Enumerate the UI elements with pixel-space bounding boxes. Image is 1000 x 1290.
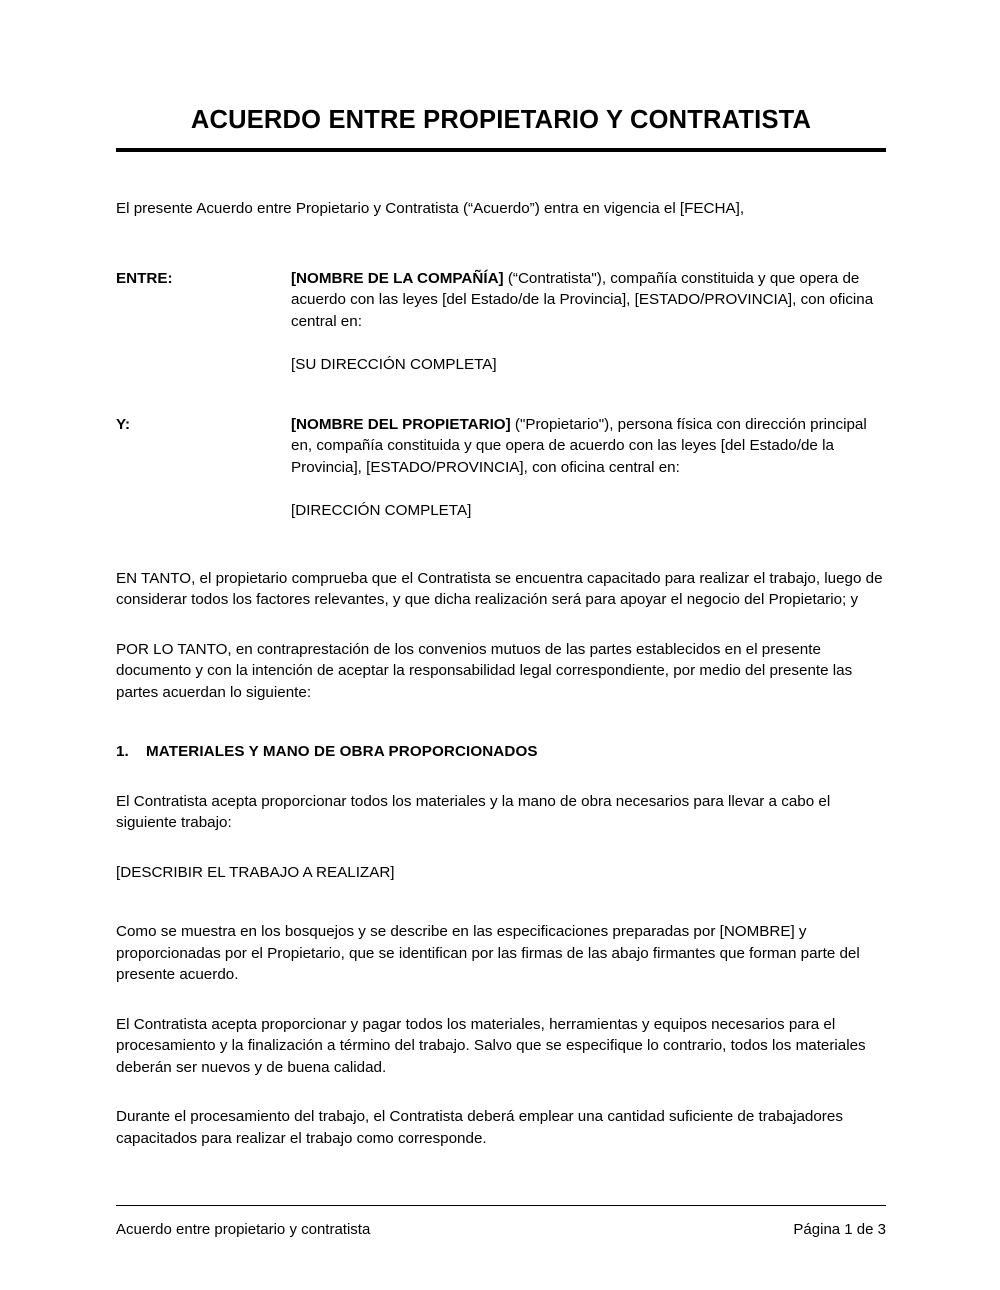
section-1-work-placeholder: [DESCRIBIR EL TRABAJO A REALIZAR] — [116, 863, 395, 881]
party-label-entre: ENTRE: — [116, 269, 173, 287]
title-block — [116, 106, 886, 152]
spacer — [116, 703, 886, 741]
spacer — [116, 763, 886, 791]
document-body — [116, 198, 886, 1149]
recital-en-tanto: EN TANTO, el propietario comprueba que el Contratista se encuentra capacitado para realizar el trabajo, luego de considerar todos los factores relevantes, y que dicha realización será para apoyar el negocio del Propietario; y — [116, 569, 883, 608]
spacer — [116, 220, 886, 268]
party-label-y: Y: — [116, 415, 131, 433]
spacer — [116, 1078, 886, 1106]
spacer — [116, 834, 886, 862]
section-1-paragraph-4: El Contratista acepta proporcionar y pagar todos los materiales, herramientas y equipos necesarios para el procesamiento y la finalización a término del trabajo. Salvo que se especifique lo contrario, todos los materiales deberán ser nuevos y de buena calidad. — [116, 1015, 866, 1076]
footer-divider — [116, 1205, 886, 1206]
party-address-propietario: [DIRECCIÓN COMPLETA] — [291, 502, 472, 519]
party-address-row-contratista — [116, 332, 886, 376]
party-name-contratista: [NOMBRE DE LA COMPAÑÍA] — [291, 269, 504, 287]
footer-row — [116, 1220, 886, 1240]
spacer — [116, 376, 886, 414]
section-number-1: 1. — [116, 743, 129, 760]
spacer — [116, 611, 886, 639]
party-name-propietario: [NOMBRE DEL PROPIETARIO] — [291, 415, 511, 433]
footer-page-number: Página 1 de 3 — [793, 1221, 886, 1238]
page-footer — [116, 1205, 886, 1240]
section-title-1: MATERIALES Y MANO DE OBRA PROPORCIONADOS — [146, 743, 538, 760]
intro-paragraph: El presente Acuerdo entre Propietario y Contratista (“Acuerdo”) entra en vigencia el [FECHA], — [116, 200, 745, 217]
section-1-paragraph-1: El Contratista acepta proporcionar todos los materiales y la mano de obra necesarios para llevar a cabo el siguiente trabajo: — [116, 792, 831, 831]
footer-document-name: Acuerdo entre propietario y contratista — [116, 1221, 371, 1238]
section-1-paragraph-5: Durante el procesamiento del trabajo, el Contratista deberá emplear una cantidad suficiente de trabajadores capacitados para realizar el trabajo como corresponde. — [116, 1108, 843, 1147]
party-address-contratista: [SU DIRECCIÓN COMPLETA] — [291, 356, 497, 373]
party-description-propietario: ("Propietario"), persona física con dirección principal en, compañía constituida y que opera de acuerdo con las leyes [del Estado/de la Provincia], [ESTADO/PROVINCIA], con oficina central en: — [291, 415, 867, 476]
party-description-contratista: (“Contratista"), compañía constituida y que opera de acuerdo con las leyes [del Estado/de la Provincia], [ESTADO/PROVINCIA], con oficina central en: — [291, 269, 874, 330]
spacer — [116, 986, 886, 1014]
party-address-row-propietario — [116, 478, 886, 522]
spacer — [116, 883, 886, 921]
title-divider — [116, 148, 886, 152]
section-1-paragraph-3: Como se muestra en los bosquejos y se describe en las especificaciones preparadas por [NOMBRE] y proporcionadas por el Propietario, que se identifican por las firmas de las abajo firmantes que forman parte del presente acuerdo. — [116, 923, 860, 983]
spacer — [116, 522, 886, 568]
party-row-propietario — [116, 414, 886, 479]
recital-por-lo-tanto: POR LO TANTO, en contraprestación de los convenios mutuos de las partes establecidos en el presente documento y con la intención de aceptar la responsabilidad legal correspondiente, por medio del presente las partes acuerdan lo siguiente: — [116, 640, 853, 701]
page-title: ACUERDO ENTRE PROPIETARIO Y CONTRATISTA — [190, 106, 812, 134]
party-body-contratista — [291, 268, 886, 333]
party-row-contratista — [116, 268, 886, 333]
party-body-propietario — [291, 414, 886, 479]
section-heading-1 — [116, 741, 886, 763]
